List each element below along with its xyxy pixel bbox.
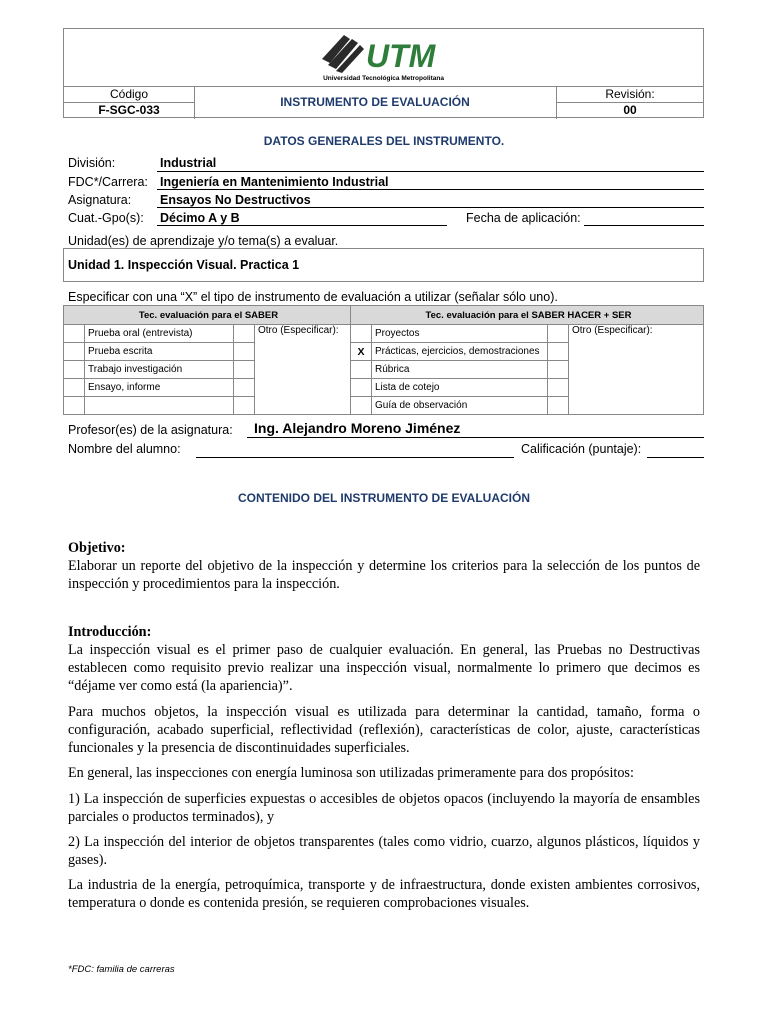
saber-otro-checkbox[interactable] [234,397,255,415]
intro-paragraph-6: La industria de la energía, petroquímica, transporte y de infraestructura, donde existen ambientes corrosivos, temperatura o donde es contenida presión, se requieren comprobaciones visuales. [68,877,700,911]
saber-otro-checkbox[interactable] [234,325,255,343]
saber-otro-label: Otro (Especificar): [255,325,351,415]
objetivo-section [68,539,700,593]
unidad-label: Unidad(es) de aprendizaje y/o tema(s) a evaluar. [68,234,339,248]
calificacion-label: Calificación (puntaje): [521,442,642,456]
asignatura-label: Asignatura: [68,193,132,207]
especificar-label: Especificar con una “X” el tipo de instrumento de evaluación a utilizar (señalar sólo uno). [68,290,558,304]
hacer-checkbox[interactable] [351,361,372,379]
intro-paragraph-4: 1) La inspección de superficies expuestas o accesibles de objetos opacos (incluyendo la mayoría de ensambles parciales o productos terminados), y [68,791,700,825]
hacer-checkbox[interactable] [351,379,372,397]
header-info-row [64,86,703,119]
hacer-header: Tec. evaluación para el SABER HACER + SER [351,306,704,325]
saber-item [85,397,234,415]
intro-paragraph-3: En general, las inspecciones con energía luminosa son utilizadas primeramente para dos propósitos: [68,765,634,781]
objetivo-heading: Objetivo: [68,540,126,556]
saber-otro-checkbox[interactable] [234,361,255,379]
division-value: Industrial [160,156,217,170]
section-title-datos: DATOS GENERALES DEL INSTRUMENTO. [263,134,505,148]
codigo-label: Código [109,87,149,101]
introduccion-section [68,623,700,695]
intro-paragraph-5: 2) La inspección del interior de objetos transparentes (tales como vidrio, cuarzo, algunos plásticos, líquidos y gases). [68,834,700,868]
saber-otro-checkbox[interactable] [234,343,255,361]
saber-checkbox[interactable] [64,397,85,415]
hacer-item: Guía de observación [372,397,548,415]
hacer-otro-checkbox[interactable] [548,361,569,379]
intro-paragraph-2: Para muchos objetos, la inspección visual es utilizada para determinar la cantidad, tamaño, forma o configuración, acabado superficial, reflectividad (reflexión), características de color, ajuste, características funcionales y la presencia de discontinuidades superficiales. [68,704,700,756]
saber-item: Prueba escrita [85,343,234,361]
university-name: Universidad Tecnológica Metropolitana [323,75,444,82]
revision-value: 00 [623,103,637,117]
profesor-value: Ing. Alejandro Moreno Jiménez [254,420,461,436]
section-title-contenido: CONTENIDO DEL INSTRUMENTO DE EVALUACIÓN [237,491,530,505]
saber-otro-checkbox[interactable] [234,379,255,397]
fdc-label: FDC*/Carrera: [68,175,148,189]
hacer-otro-checkbox[interactable] [548,343,569,361]
saber-header: Tec. evaluación para el SABER [64,306,351,325]
unidad-box [63,248,704,282]
hacer-otro-checkbox[interactable] [548,379,569,397]
cuat-label: Cuat.-Gpo(s): [68,211,144,225]
hacer-otro-label: Otro (Especificar): [569,325,704,415]
evaluation-technique-table [63,305,704,415]
hacer-checkbox[interactable] [351,397,372,415]
hacer-checkbox[interactable] [351,325,372,343]
hacer-item: Prácticas, ejercicios, demostraciones [372,343,548,361]
fecha-label: Fecha de aplicación: [466,211,581,225]
profesor-label: Profesor(es) de la asignatura: [68,423,233,437]
saber-item: Trabajo investigación [85,361,234,379]
asignatura-value: Ensayos No Destructivos [160,193,311,207]
saber-checkbox[interactable] [64,361,85,379]
footnote: *FDC: familia de carreras [68,964,175,975]
unidad-value: Unidad 1. Inspección Visual. Practica 1 [68,258,300,272]
saber-item: Prueba oral (entrevista) [85,325,234,343]
cuat-value: Décimo A y B [160,211,240,225]
hacer-item: Lista de cotejo [372,379,548,397]
hacer-otro-checkbox[interactable] [548,325,569,343]
fecha-field[interactable] [584,225,704,226]
hacer-item: Proyectos [372,325,548,343]
document-title: INSTRUMENTO DE EVALUACIÓN [280,95,470,109]
saber-checkbox[interactable] [64,379,85,397]
hacer-item: Rúbrica [372,361,548,379]
hacer-otro-checkbox[interactable] [548,397,569,415]
hacer-checkbox[interactable]: X [351,343,372,361]
saber-item: Ensayo, informe [85,379,234,397]
objetivo-text: Elaborar un reporte del objetivo de la inspección y determine los criterios para la selección de los puntos de inspección y procedimientos para la inspección. [68,558,700,592]
alumno-field[interactable] [196,457,514,458]
revision-label: Revisión: [605,87,655,101]
fdc-value: Ingeniería en Mantenimiento Industrial [160,175,389,189]
codigo-value: F-SGC-033 [98,103,160,117]
saber-checkbox[interactable] [64,325,85,343]
svg-text:UTM: UTM [366,38,436,74]
saber-checkbox[interactable] [64,343,85,361]
calificacion-field[interactable] [647,457,704,458]
alumno-label: Nombre del alumno: [68,442,181,456]
division-label: División: [68,156,116,170]
intro-paragraph-1: La inspección visual es el primer paso de cualquier evaluación. En general, las Pruebas no Destructivas establecen como requisito previo realizar una inspección visual, normalmente lo primero que decimos es “déjame ver como está (la apariencia)”. [68,642,700,694]
intro-heading: Introducción: [68,624,152,640]
document-header [63,28,704,118]
